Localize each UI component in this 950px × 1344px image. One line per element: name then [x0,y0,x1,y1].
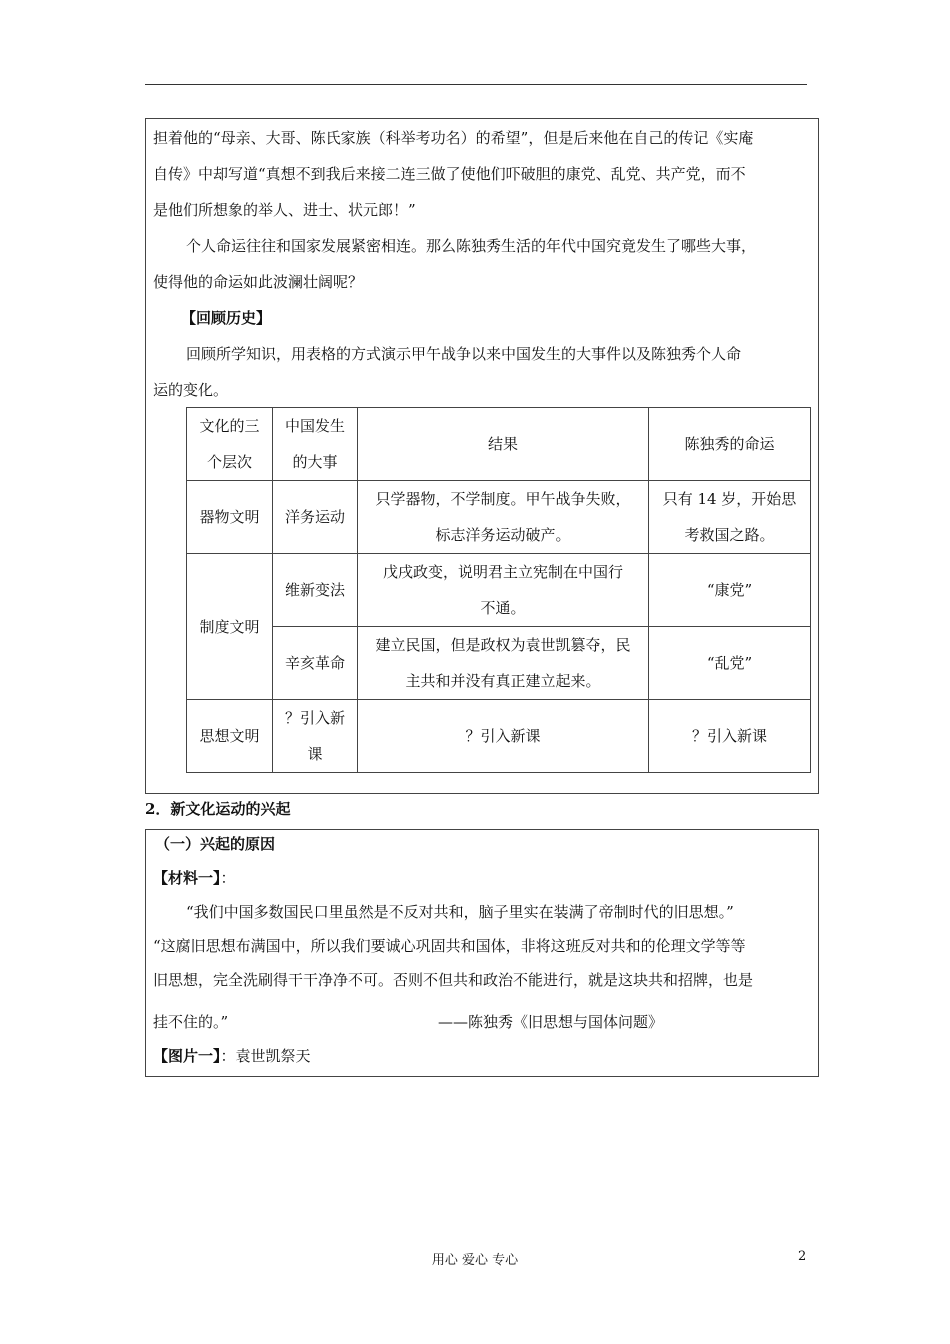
table-row [187,554,811,627]
cell-fate: ？引入新课 [649,700,811,773]
material-1-colon: ： [220,869,236,887]
quote-line-3: 旧思想，完全洗刷得干干净净不可。否则不但共和政治不能进行，就是这块共和招牌，也是 [153,971,754,989]
material-1-label: 【材料一】 [153,869,221,887]
cell-result: 戊戌政变，说明君主立宪制在中国行 不通。 [358,554,649,627]
p1-line-1: 担着他的“母亲、大哥、陈氏家族（科举考功名）的希望”，但是后来他在自己的传记《实庵 [153,129,754,147]
section-2-title: 2．新文化运动的兴起 [145,800,291,818]
quote-line-4: 挂不住的。” [153,1013,229,1031]
p3-line-2: 运的变化。 [153,381,229,399]
table-row [187,481,811,554]
cell-result: 只学器物，不学制度。甲午战争失败， 标志洋务运动破产。 [358,481,649,554]
quote-line-1: “我们中国多数国民口里虽然是不反对共和，脑子里实在装满了帝制时代的旧思想。” [186,903,734,921]
cell-level: 器物文明 [187,481,273,554]
cell-fate: “乱党” [649,627,811,700]
footer-motto: 用心 爱心 专心 [431,1253,519,1268]
picture-1-label: 【图片一】 [153,1047,221,1065]
picture-1-line [153,1046,311,1066]
cell-event: 洋务运动 [273,481,358,554]
review-history-heading: 【回顾历史】 [181,309,272,327]
cell-fate: “康党” [649,554,811,627]
cell-event: ？引入新 课 [273,700,358,773]
picture-1-caption: ：袁世凯祭天 [220,1047,311,1065]
p2-line-1: 个人命运往往和国家发展紧密相连。那么陈独秀生活的年代中国究竟发生了哪些大事， [186,237,757,255]
cell-result: 建立民国，但是政权为袁世凯篡夺，民 主共和并没有真正建立起来。 [358,627,649,700]
history-table [186,407,811,773]
header-result: 结果 [358,408,649,481]
quote-attribution: ——陈独秀《旧思想与国体问题》 [438,1013,664,1031]
header-major-events: 中国发生 的大事 [273,408,358,481]
table-row [187,700,811,773]
p1-line-2: 自传》中却写道“真想不到我后来接二连三做了使他们吓破胆的康党、乱党、共产党，而不 [153,165,746,183]
table-row [187,627,811,700]
p1-line-3: 是他们所想象的举人、进士、状元郎！” [153,201,416,219]
material-1-line [153,868,236,888]
header-fate: 陈独秀的命运 [649,408,811,481]
p3-line-1: 回顾所学知识，用表格的方式演示甲午战争以来中国发生的大事件以及陈独秀个人命 [186,345,742,363]
table-header-row [187,408,811,481]
cell-event: 辛亥革命 [273,627,358,700]
cell-fate: 只有 14 岁，开始思 考救国之路。 [649,481,811,554]
cell-result: ？引入新课 [358,700,649,773]
header-culture-level: 文化的三 个层次 [187,408,273,481]
cell-level: 思想文明 [187,700,273,773]
sub-heading-causes: （一）兴起的原因 [155,835,276,853]
header-rule [145,84,807,85]
cell-level: 制度文明 [187,554,273,700]
quote-line-2: “这腐旧思想布满国中，所以我们要诚心巩固共和国体，非将这班反对共和的伦理文学等等 [153,937,746,955]
cell-event: 维新变法 [273,554,358,627]
p2-line-2: 使得他的命运如此波澜壮阔呢？ [153,273,364,291]
page-number: 2 [798,1249,807,1264]
